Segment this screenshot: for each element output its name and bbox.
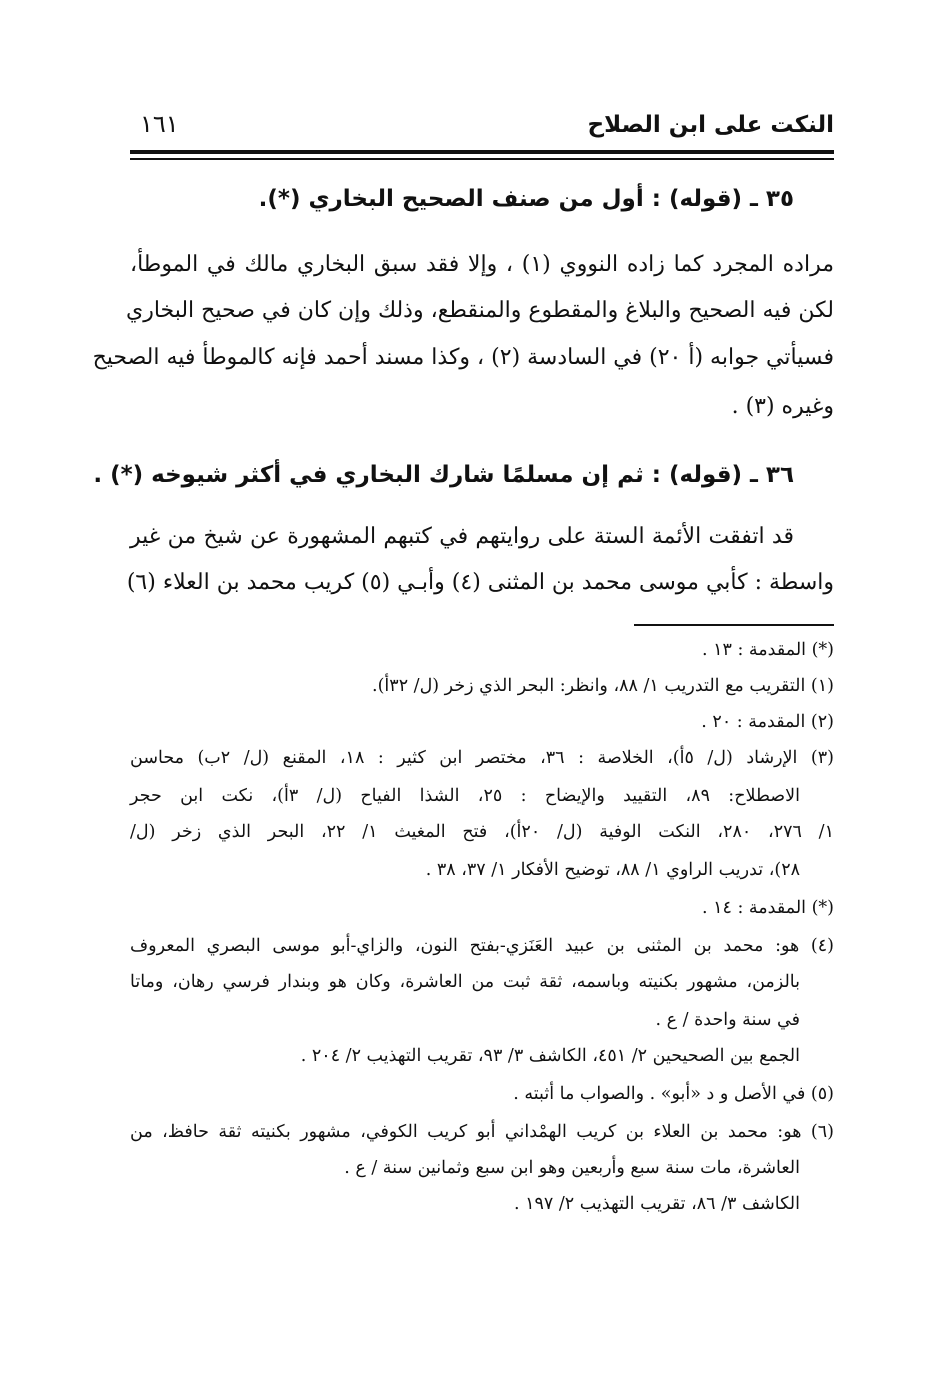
heading-35: ٣٥ ـ (قوله) : أول من صنف الصحيح البخاري (*). — [258, 186, 794, 212]
footnote-line: (٢) المقدمة : ٢٠ . — [701, 712, 834, 732]
footnote-line: (*) المقدمة : ١٣ . — [701, 640, 834, 660]
paragraph-line: مراده المجرد كما زاده النووي (١) ، وإلا فقد سبق البخاري مالك في الموطأ، — [130, 252, 834, 277]
footnote-line: ١/ ٢٧٦، ٢٨٠، النكت الوفية (ل/ ٢٠أ)، فتح المغيث ١/ ٢٢، البحر الذي زخر (ل/ — [130, 822, 834, 842]
heading-36: ٣٦ ـ (قوله) : ثم إن مسلمًا شارك البخاري في أكثر شيوخه (*) . — [93, 462, 794, 488]
header-rule-thin — [130, 158, 834, 160]
paragraph-36 — [126, 524, 834, 614]
section-35 — [130, 186, 834, 226]
running-title: النكت على ابن الصلاح — [587, 112, 834, 138]
footnote-line: (٦) هو: محمد بن العلاء بن كريب الهمْداني أبو كريب الكوفي، مشهور بكنيته ثقة حافظ، من — [130, 1122, 834, 1142]
footnote-line: (٥) في الأصل و د «أبو» . والصواب ما أثبته . — [513, 1084, 834, 1104]
paragraph-35 — [92, 252, 834, 432]
paragraph-line: قد اتفقت الأئمة الستة على روايتهم في كتبهم المشهورة عن شيخ من غير — [130, 524, 794, 549]
footnote-line: الكاشف ٣/ ٨٦، تقريب التهذيب ٢/ ١٩٧ . — [513, 1194, 800, 1214]
footnote-separator — [634, 624, 834, 626]
running-header — [130, 106, 834, 150]
footnote-line: بالزمن، مشهور بكنيته وباسمه، ثقة ثبت من العاشرة، وكان هو وبندار فرسي رهان، وماتا — [130, 972, 800, 992]
footnote-line: الاصطلاح: ٨٩، التقييد والإيضاح : ٢٥، الشذا الفياح (ل/ ٣أ)، نكت ابن حجر — [130, 786, 800, 806]
footnote-line: في سنة واحدة / ع . — [655, 1010, 800, 1030]
paragraph-line: وغيره (٣) . — [731, 394, 834, 419]
header-rule-thick — [130, 150, 834, 154]
paragraph-line: واسطة : كأبي موسى محمد بن المثنى (٤) وأبـي (٥) كريب محمد بن العلاء (٦) — [126, 570, 834, 595]
footnote-line: (*) المقدمة : ١٤ . — [701, 898, 834, 918]
footnote-line: الجمع بين الصحيحين ٢/ ٤٥١، الكاشف ٣/ ٩٣، تقريب التهذيب ٢/ ٢٠٤ . — [300, 1046, 800, 1066]
paragraph-line: لكن فيه الصحيح والبلاغ والمقطوع والمنقطع، وذلك وإن كان في صحيح البخاري — [125, 298, 834, 323]
section-36 — [93, 462, 834, 502]
paragraph-line: فسيأتي جوابه (أ ٢٠) في السادسة (٢) ، وكذا مسند أحمد فإنه كالموطأ فيه الصحيح — [92, 345, 834, 370]
footnote-line: (١) التقريب مع التدريب ١/ ٨٨، وانظر: البحر الذي زخر (ل/ ٣٢أ). — [372, 676, 834, 696]
page-number: ١٦١ — [140, 110, 179, 138]
footnote-line: ٢٨)، تدريب الراوي ١/ ٨٨، توضيح الأفكار ١/ ٣٧، ٣٨ . — [425, 860, 800, 880]
footnote-line: (٣) الإرشاد (ل/ ٥أ)، الخلاصة : ٣٦، مختصر ابن كثير : ١٨، المقنع (ل/ ٢ب) محاسن — [130, 748, 834, 768]
footnote-line: (٤) هو: محمد بن المثنى بن عبيد العَنَزي-بفتح النون، والزاي-أبو موسى البصري المعروف — [130, 936, 834, 956]
footnote-line: العاشرة، مات سنة سبع وأربعين وهو ابن سبع وثمانين سنة / ع . — [344, 1158, 800, 1178]
